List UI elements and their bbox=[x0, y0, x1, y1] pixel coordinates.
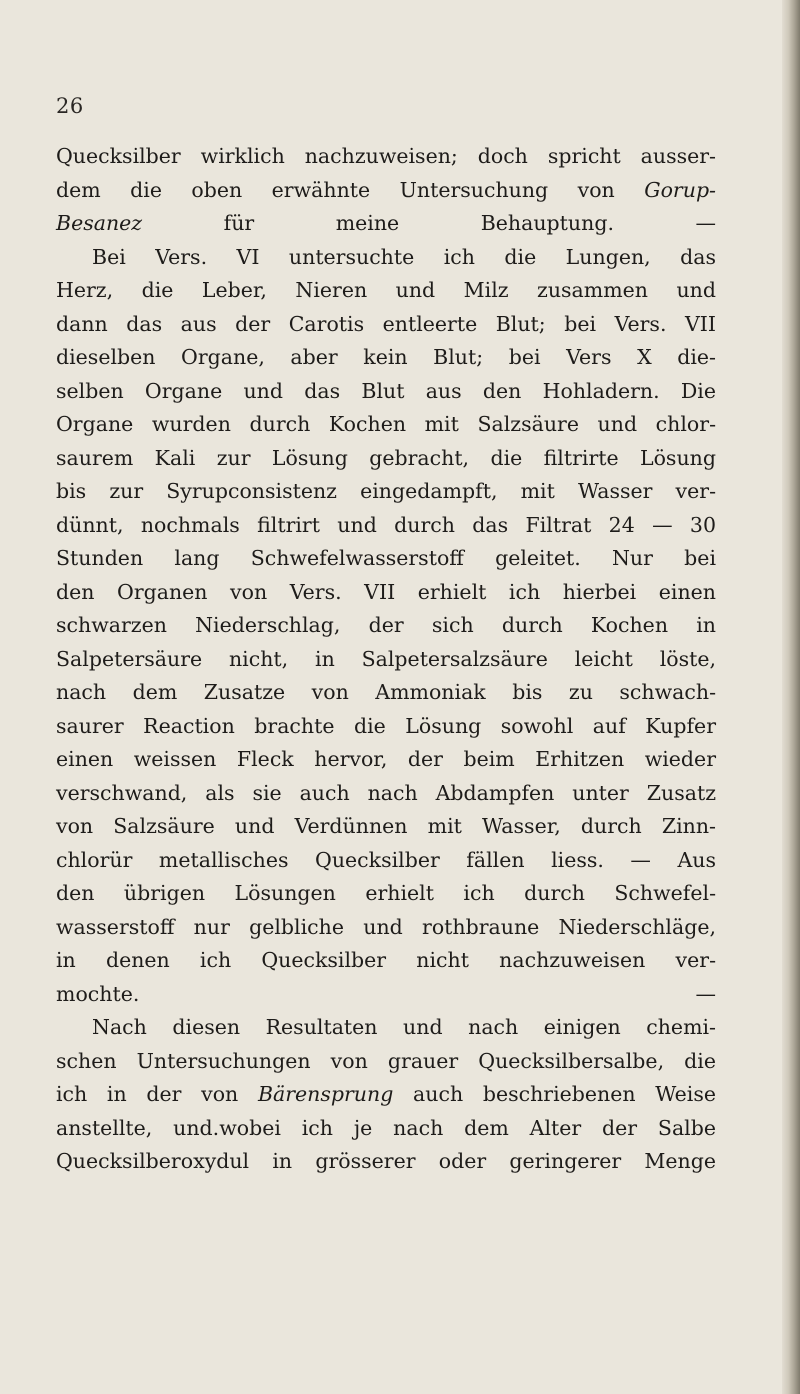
text-line: dann das aus der Carotis entleerte Blut; bei Vers. VII bbox=[56, 311, 716, 336]
text-line: dünnt, nochmals filtrirt und durch das Filtrat 24 — 30 bbox=[56, 512, 716, 537]
text-line: Salpetersäure nicht, in Salpetersalzsäure leicht löste, bbox=[56, 646, 716, 671]
text-line: mochte. — bbox=[56, 981, 716, 1006]
text-line: anstellte, und.wobei ich je nach dem Alter der Salbe bbox=[56, 1115, 716, 1140]
page-edge-shadow bbox=[782, 0, 800, 1394]
paragraph-2 bbox=[56, 241, 716, 1012]
text-line: saurem Kali zur Lösung gebracht, die filtrirte Lösung bbox=[56, 445, 716, 470]
text-span: ich in der von bbox=[56, 1082, 258, 1106]
text-line: dieselben Organe, aber kein Blut; bei Vers X die- bbox=[56, 345, 716, 369]
text-line: bis zur Syrupconsistenz eingedampft, mit Wasser ver- bbox=[56, 479, 716, 503]
text-line bbox=[56, 1078, 716, 1112]
text-line: Quecksilberoxydul in grösserer oder geringerer Menge bbox=[56, 1149, 716, 1173]
text-line: in denen ich Quecksilber nicht nachzuweisen ver- bbox=[56, 948, 716, 972]
page-number: 26 bbox=[56, 94, 84, 118]
text-line: Bei Vers. VI untersuchte ich die Lungen, das bbox=[92, 244, 716, 269]
text-line: schwarzen Niederschlag, der sich durch Kochen in bbox=[56, 613, 716, 637]
body-text bbox=[56, 140, 716, 1179]
text-line: von Salzsäure und Verdünnen mit Wasser, durch Zinn- bbox=[56, 814, 716, 838]
paragraph-1 bbox=[56, 140, 716, 241]
text-line: selben Organe und das Blut aus den Hohladern. Die bbox=[56, 378, 716, 403]
text-line: nach dem Zusatze von Ammoniak bis zu schwach- bbox=[56, 680, 716, 704]
text-line: Herz, die Leber, Nieren und Milz zusammen und bbox=[56, 278, 716, 302]
text-line: den übrigen Lösungen erhielt ich durch Schwefel- bbox=[56, 881, 716, 905]
text-span: für meine Behauptung. — bbox=[142, 211, 716, 235]
text-line: Stunden lang Schwefelwasserstoff geleitet. Nur bei bbox=[56, 546, 716, 570]
text-span: auch beschriebenen Weise bbox=[393, 1082, 716, 1106]
text-line: saurer Reaction brachte die Lösung sowohl auf Kupfer bbox=[56, 713, 716, 738]
author-name-baerensprung: Bärensprung bbox=[257, 1082, 394, 1106]
text-line: Quecksilber wirklich nachzuweisen; doch spricht ausser- bbox=[56, 144, 716, 168]
text-line: einen weissen Fleck hervor, der beim Erhitzen wieder bbox=[56, 747, 716, 771]
text-line bbox=[56, 207, 716, 241]
text-span: dem die oben erwähnte Untersuchung von bbox=[56, 177, 645, 202]
text-line bbox=[56, 174, 716, 208]
author-name-gorup: Gorup- bbox=[644, 177, 716, 202]
text-line: Organe wurden durch Kochen mit Salzsäure und chlor- bbox=[56, 412, 716, 436]
author-name-besanez: Besanez bbox=[56, 211, 143, 235]
text-line: schen Untersuchungen von grauer Quecksilbersalbe, die bbox=[56, 1048, 716, 1073]
text-line: chlorür metallisches Quecksilber fällen liess. — Aus bbox=[56, 847, 716, 872]
text-line: wasserstoff nur gelbliche und rothbraune Niederschläge, bbox=[56, 914, 716, 939]
text-line: verschwand, als sie auch nach Abdampfen unter Zusatz bbox=[56, 780, 716, 805]
text-line: Nach diesen Resultaten und nach einigen chemi- bbox=[92, 1015, 716, 1039]
text-line: den Organen von Vers. VII erhielt ich hierbei einen bbox=[56, 579, 716, 604]
paragraph-3 bbox=[56, 1011, 716, 1179]
